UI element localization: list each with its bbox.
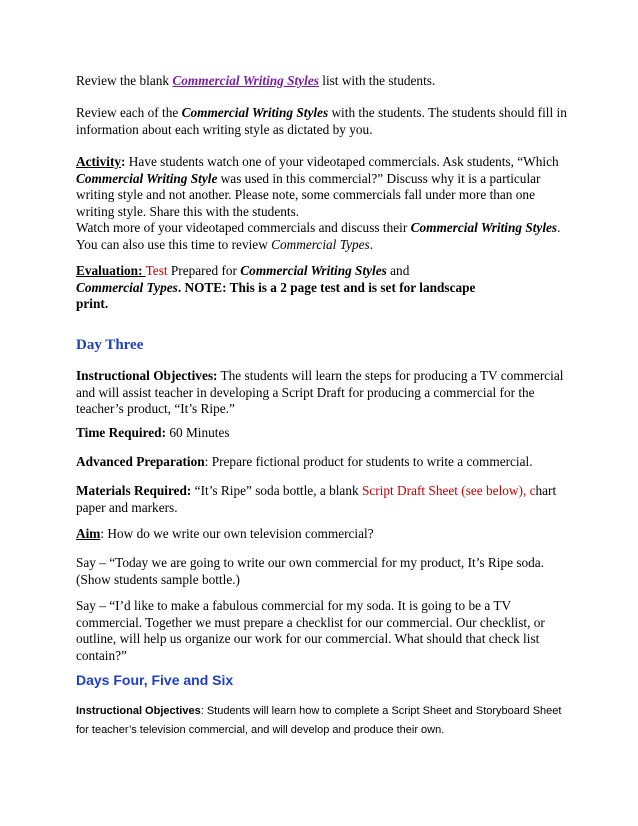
paragraph-aim: Aim: How do we write our own television commercial? xyxy=(76,526,374,541)
evaluation-label: Evaluation: xyxy=(76,263,143,278)
aim-label: Aim xyxy=(76,526,101,541)
paragraph-activity: Activity: Have students watch one of your videotaped commercials. Ask students, “Which Commercial Writing Style was used in this commercial?” Discuss why it is a particular writing style and not another. Please note, some commercials fall under more than one writing style. Share this with the students. xyxy=(76,154,559,219)
activity-label: Activity xyxy=(76,154,122,169)
paragraph-review-blank: Review the blank Commercial Writing Styles list with the students. xyxy=(76,73,436,88)
paragraph-say-fabulous: Say – “I’d like to make a fabulous commercial for my soda. It is going to be a TV commercial. Together we must prepare a checklist for our commercial. Our checklist, or outline, will help us organize our work for our commercial. What should that check list contain?” xyxy=(76,598,545,663)
paragraph-review-each: Review each of the Commercial Writing Styles with the students. The students should fill in information about each writing style as dictated by you. xyxy=(76,105,567,137)
paragraph-materials-required: Materials Required: “It’s Ripe” soda bottle, a blank Script Draft Sheet (see below), chart paper and markers. xyxy=(76,483,557,515)
paragraph-watch-more: Watch more of your videotaped commercials and discuss their Commercial Writing Styles. You can also use this time to review Commercial Types. xyxy=(76,220,561,252)
paragraph-advanced-preparation: Advanced Preparation: Prepare fictional product for students to write a commercial. xyxy=(76,454,533,469)
day-three-heading: Day Three xyxy=(76,337,144,353)
commercial-writing-styles-link[interactable]: Commercial Writing Styles xyxy=(172,73,319,88)
paragraph-day3-objectives: Instructional Objectives: The students will learn the steps for producing a TV commercial and will assist teacher in developing a Script Draft for producing a commercial for the teacher’s product, “It’s Ripe.” xyxy=(76,368,564,416)
test-link[interactable]: Test xyxy=(145,263,168,278)
paragraph-evaluation: Evaluation: Test Prepared for Commercial Writing Styles and Commercial Types. NOTE: This is a 2 page test and is set for landscape print. xyxy=(76,263,476,311)
paragraph-day456-objectives: Instructional Objectives: Students will learn how to complete a Script Sheet and Storyboard Sheet for teacher’s television commercial, and will develop and produce their own. xyxy=(76,705,562,736)
paragraph-time-required: Time Required: 60 Minutes xyxy=(76,425,230,440)
days-four-five-six-heading: Days Four, Five and Six xyxy=(76,672,234,688)
script-draft-sheet-link[interactable]: Script Draft Sheet (see below), c xyxy=(361,483,536,498)
paragraph-say-today: Say – “Today we are going to write our own commercial for my product, It’s Ripe soda. (Show students sample bottle.) xyxy=(76,555,545,587)
